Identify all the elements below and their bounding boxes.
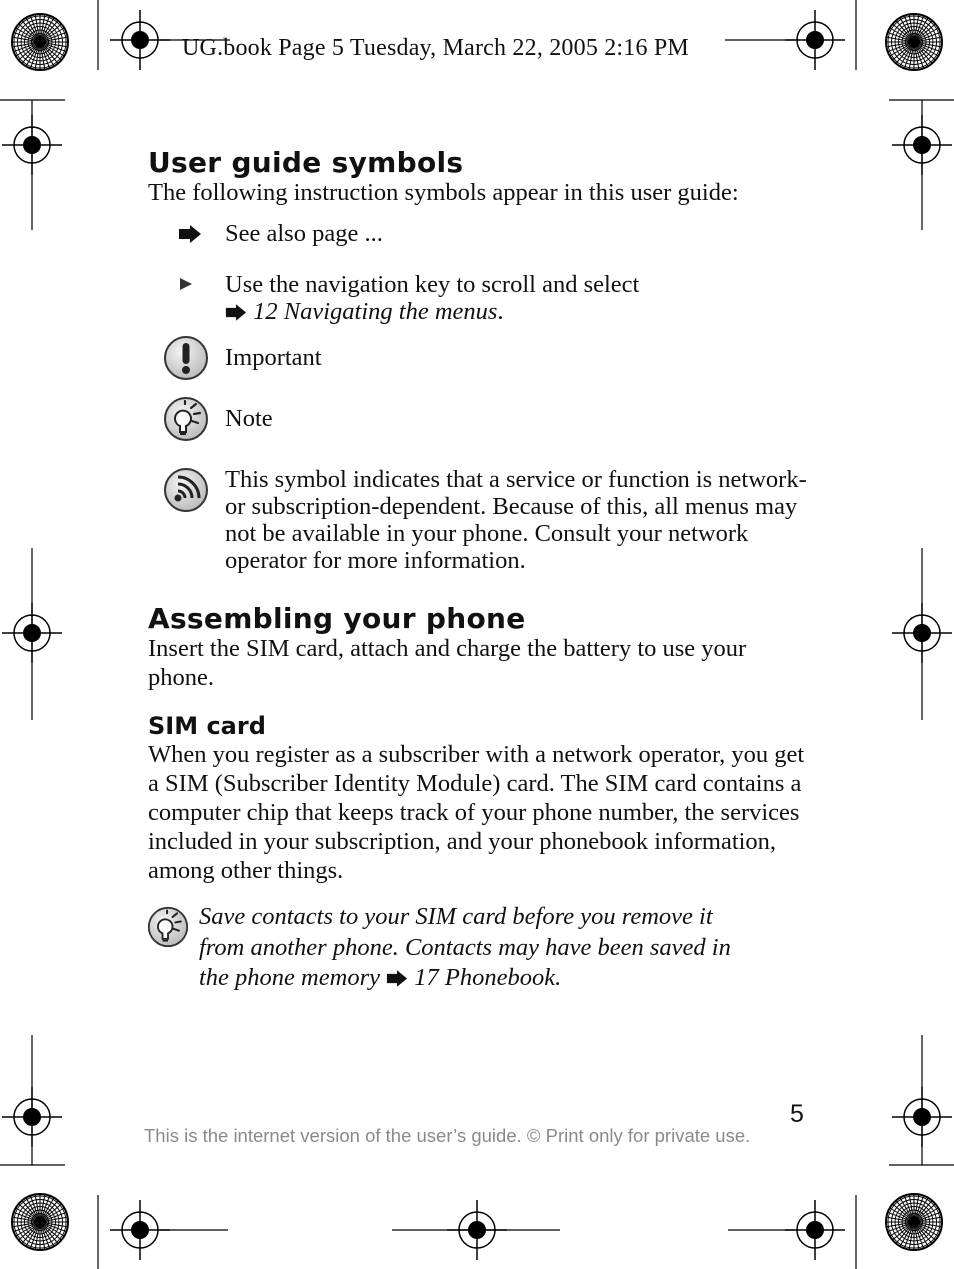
- important-text: Important: [225, 344, 322, 371]
- navigation-text: [225, 271, 825, 327]
- sim-card-body: When you register as a subscriber with a network operator, you get a SIM (Subscriber Identity Module) card. The SIM card contains a computer chip that keeps track of your phone number, the services included in your subscription, and your phonebook information, among other things.: [148, 741, 805, 884]
- page-number: 5: [790, 1100, 804, 1128]
- sim-note-line-3-start: the phone memory: [199, 964, 387, 991]
- symbols-intro: The following instruction symbols appear in this user guide:: [148, 179, 739, 206]
- sim-note-line-1: Save contacts to your SIM card before you remove it: [199, 903, 713, 930]
- arrow-right-icon: [178, 225, 202, 243]
- assembling-intro: Insert the SIM card, attach and charge the battery to use your phone.: [148, 635, 747, 691]
- network-signal-icon: [163, 467, 209, 513]
- starburst-mark: [886, 14, 942, 70]
- starburst-mark: [886, 1194, 942, 1250]
- see-also-text: See also page ...: [225, 220, 383, 247]
- note-text: Note: [225, 405, 273, 432]
- navigation-line-1: Use the navigation key to scroll and select: [225, 271, 640, 298]
- sim-note-line-3: [199, 963, 829, 996]
- starburst-mark: [12, 14, 68, 70]
- starburst-mark: [12, 1194, 68, 1250]
- navigation-line-2: [225, 298, 825, 327]
- section-title-sim-card: SIM card: [148, 712, 266, 740]
- lightbulb-icon: [147, 906, 189, 948]
- sim-note: [199, 902, 829, 996]
- exclamation-circle-icon: [163, 335, 209, 381]
- footer-notice: This is the internet version of the user’s guide. © Print only for private use.: [144, 1125, 751, 1146]
- phonebook-reference[interactable]: 17 Phonebook.: [408, 964, 562, 991]
- triangle-right-icon: [179, 277, 193, 291]
- section-title-assembling: Assembling your phone: [148, 602, 526, 635]
- arrow-right-icon: [386, 965, 408, 996]
- section-title-symbols: User guide symbols: [148, 146, 464, 179]
- page-header: UG.book Page 5 Tuesday, March 22, 2005 2:16 PM: [182, 35, 689, 61]
- arrow-right-icon: [225, 300, 247, 327]
- network-dependent-text: This symbol indicates that a service or function is network- or subscription-dependent. Because of this, all menus may not be available in your phone. Consult your network operator for more information.: [225, 466, 807, 574]
- navigation-period: .: [497, 298, 504, 325]
- sim-note-line-2: from another phone. Contacts may have been saved in: [199, 933, 731, 961]
- lightbulb-icon: [163, 396, 209, 442]
- navigation-reference[interactable]: 12 Navigating the menus: [247, 298, 498, 325]
